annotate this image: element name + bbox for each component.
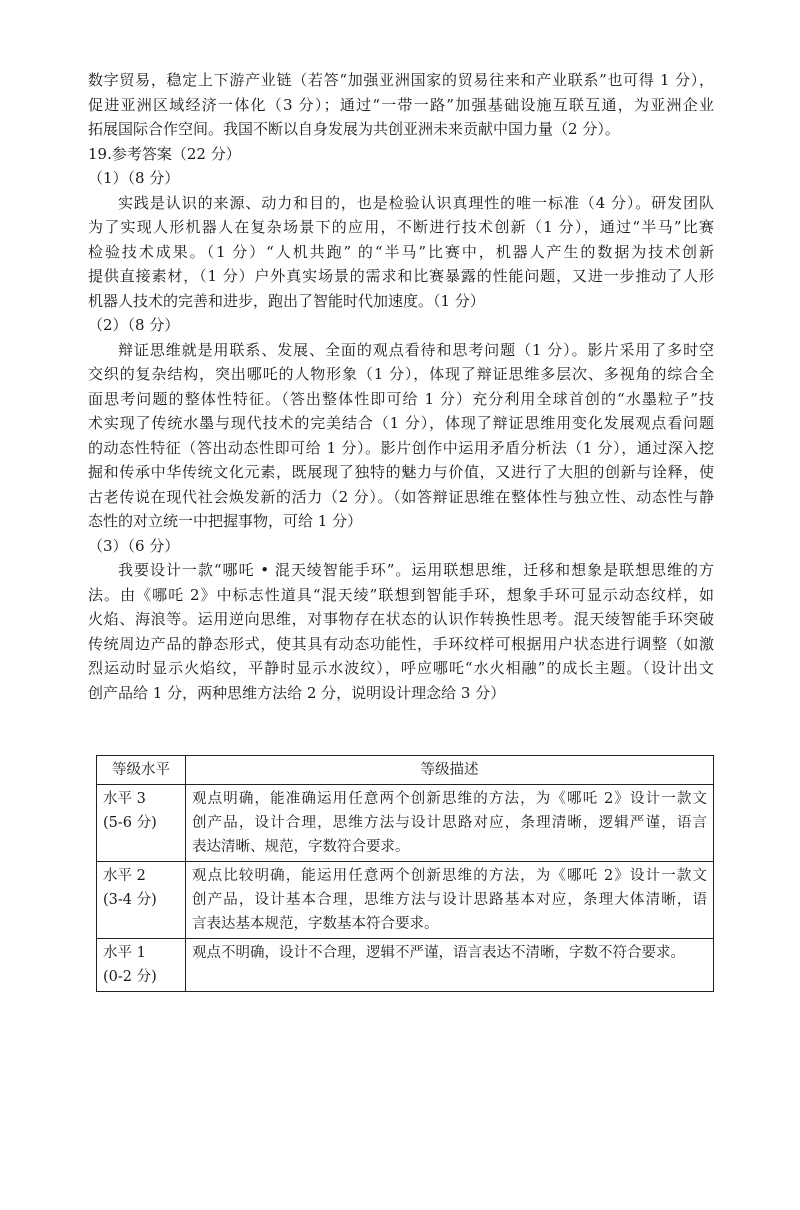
level-text: (5-6 分) [103, 815, 157, 831]
text-line: 实践是认识的来源、动力和目的，也是检验认识真理性的唯一标准（4 分）。研发团队 [118, 193, 714, 212]
text-line: 我要设计一款“哪吒 • 混天绫智能手环”。运用联想思维，迁移和想象是联想思维的方 [118, 561, 714, 579]
level-text: 水平 3 [103, 791, 146, 807]
text-line: （1）（8 分） [88, 169, 180, 187]
text-line: 19.参考答案（22 分） [88, 144, 241, 163]
text-line: 法。由《哪吒 2》中标志性道具“混天绫”联想到智能手环，想象手环可显示动态纹样，如 [88, 585, 714, 604]
level-cell [97, 785, 186, 862]
text-line: （2）（8 分） [88, 316, 180, 334]
description-cell [186, 939, 714, 992]
level-text: 水平 1 [103, 945, 146, 961]
text-line: 面思考问题的整体性特征。（答出整体性即可给 1 分）充分利用全球首创的“水墨粒子”技 [88, 389, 714, 408]
header-level: 等级水平 [97, 756, 186, 785]
text-line: 提供直接素材，（1 分）户外真实场景的需求和比赛暴露的性能问题，又进一步推动了人形 [88, 267, 714, 285]
text-line: 数字贸易，稳定上下游产业链（若答“加强亚洲国家的贸易往来和产业联系”也可得 1 分）， [88, 71, 714, 89]
description-line: 表达清晰、规范，字数符合要求。 [192, 839, 410, 855]
text-line: 态性的对立统一中把握事物，可给 1 分） [88, 512, 363, 530]
level-text: 水平 2 [103, 868, 146, 884]
description-line: 观点不明确，设计不合理，逻辑不严谨，语言表达不清晰，字数不符合要求。 [192, 945, 685, 961]
answer-paragraph [88, 191, 714, 314]
text-line: 机器人技术的完善和进步，跑出了智能时代加速度。（1 分） [88, 291, 485, 310]
description-cell [186, 785, 714, 862]
description-line: 言表达基本规范，字数基本符合要求。 [192, 916, 439, 932]
text-line: 辩证思维就是用联系、发展、全面的观点看待和思考问题（1 分）。影片采用了多时空 [118, 340, 714, 359]
level-text: (0-2 分) [103, 969, 157, 985]
description-line: 观点明确，能准确运用任意两个创新思维的方法，为《哪吒 2》设计一款文 [192, 791, 707, 807]
description-line: 创产品，设计合理，思维方法与设计思路对应，条理清晰，逻辑严谨，语言 [192, 815, 707, 831]
text-line: 古老传说在现代社会焕发新的活力（2 分）。（如答辩证思维在整体性与独立性、动态性与静 [88, 487, 714, 506]
level-text: (3-4 分) [103, 892, 157, 908]
text-line: 烈运动时显示火焰纹，平静时显示水波纹），呼应哪吒“水火相融”的成长主题。（设计出文 [88, 659, 714, 677]
level-cell [97, 862, 186, 939]
grading-rubric-table [96, 755, 714, 992]
description-line: 创产品，设计基本合理，思维方法与设计思路基本对应，条理大体清晰，语 [192, 892, 707, 908]
table-row [97, 785, 714, 862]
section-heading [88, 166, 714, 191]
text-line: 的动态性特征（答出动态性即可给 1 分）。影片创作中运用矛盾分析法（1 分），通过深入挖 [88, 438, 714, 457]
header-description: 等级描述 [186, 756, 714, 785]
text-line: 传统周边产品的静态形式，使其具有动态功能性，手环纹样可根据用户状态进行调整（如激 [88, 634, 714, 653]
table-row [97, 862, 714, 939]
text-line: 掘和传承中华传统文化元素，既展现了独特的魅力与价值，又进行了大胆的创新与诠释，使 [88, 463, 714, 481]
text-line: （3）（6 分） [88, 536, 180, 555]
section-heading [88, 534, 714, 559]
text-line: 交织的复杂结构，突出哪吒的人物形象（1 分），体现了辩证思维多层次、多视角的综合全 [88, 365, 714, 383]
table-header-row [97, 756, 714, 785]
answer-paragraph [88, 338, 714, 534]
text-line: 为了实现人形机器人在复杂场景下的应用，不断进行技术创新（1 分），通过“半马”比赛 [88, 218, 714, 236]
text-line: 术实现了传统水墨与现代技术的完美结合（1 分），体现了辩证思维用变化发展观点看问题 [88, 414, 714, 432]
level-cell [97, 939, 186, 992]
table-row [97, 939, 714, 992]
text-line: 检验技术成果。（1 分）“人机共跑” 的“半马”比赛中，机器人产生的数据为技术创新 [88, 242, 714, 261]
text-line: 促进亚洲区域经济一体化（3 分）；通过“一带一路”加强基础设施互联互通，为亚洲企业 [88, 95, 714, 114]
section-heading [88, 313, 714, 338]
description-cell [186, 862, 714, 939]
text-line: 火焰、海浪等。运用逆向思维，对事物存在状态的认识作转换性思考。混天绫智能手环突破 [88, 610, 714, 628]
section-heading [88, 142, 714, 167]
text-line: 拓展国际合作空间。我国不断以自身发展为共创亚洲未来贡献中国力量（2 分）。 [88, 120, 620, 138]
text-line: 创产品给 1 分，两种思维方法给 2 分，说明设计理念给 3 分） [88, 683, 506, 702]
description-line: 观点比较明确，能运用任意两个创新思维的方法，为《哪吒 2》设计一款文 [192, 868, 707, 884]
answer-paragraph [88, 68, 714, 142]
answer-document [88, 68, 714, 705]
answer-paragraph [88, 558, 714, 705]
